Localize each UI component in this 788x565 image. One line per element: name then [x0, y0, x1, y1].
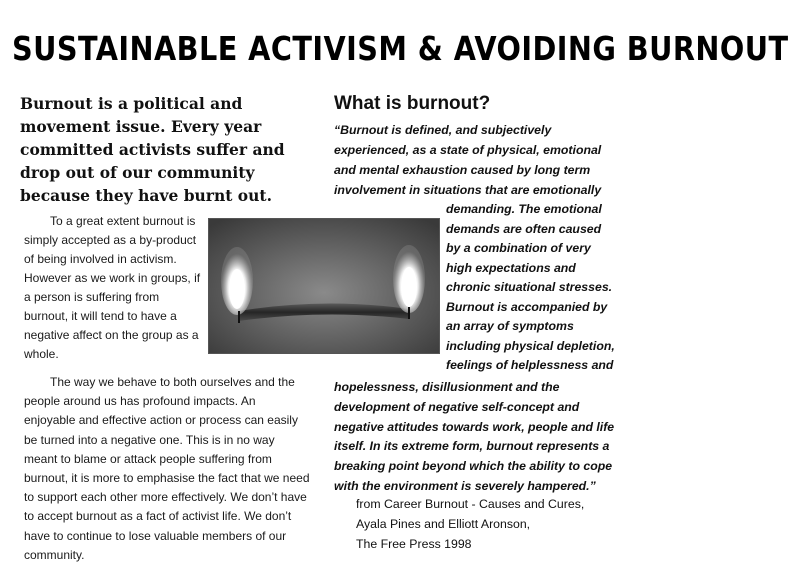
quote-line: negative attitudes towards work, people and life — [334, 419, 615, 434]
quote-line: demanding. The emotional — [446, 202, 602, 216]
page-title: SUSTAINABLE ACTIVISM & AVOIDING BURNOUT — [12, 29, 788, 68]
quote-line: high expectations and — [446, 260, 576, 275]
quote-line: Burnout is accompanied by — [446, 299, 608, 314]
citation-line: The Free Press 1998 — [356, 537, 472, 551]
citation-line: Ayala Pines and Elliott Aronson, — [356, 517, 531, 531]
quote-block-bottom — [334, 378, 639, 497]
body-paragraph-2: The way we behave to both ourselves and the people around us has profound impacts. An enjoyable and effective action or process can easily be turned into a negative one. This is in no way meant to blame or attack people suffering from burnout, it is more to emphasise the fact that we need to support each other more effectively. We don’t have to accept burnout as a fact of activist life. We don’t have to continue to lose valuable members of our community. — [24, 375, 310, 562]
quote-line: “Burnout is defined, and subjectively — [334, 123, 552, 137]
quote-line: feelings of helplessness and — [446, 358, 614, 372]
quote-line: and mental exhaustion caused by long term — [334, 163, 591, 177]
quote-line: experienced, as a state of physical, emotional — [334, 143, 602, 157]
quote-line: involvement in situations that are emotionally — [334, 183, 602, 197]
quote-line: an array of symptoms — [446, 319, 574, 333]
quote-line: demands are often caused — [446, 221, 602, 236]
quote-line: breaking point beyond which the ability to cope — [334, 459, 613, 474]
citation-line: from Career Burnout - Causes and Cures, — [356, 497, 585, 511]
citation — [356, 494, 584, 554]
quote-line: itself. In its extreme form, burnout represents a — [334, 439, 610, 454]
quote-line: with the environment is severely hampered.” — [334, 478, 596, 493]
lead-paragraph: Burnout is a political and movement issue. Every year committed activists suffer and drop out of our community because they have burnt out. — [20, 94, 285, 205]
candle-both-ends-icon — [209, 219, 439, 353]
quote-line: by a combination of very — [446, 241, 591, 255]
quote-line: development of negative self-concept and — [334, 399, 580, 414]
quote-block-top — [334, 120, 634, 200]
candle-photo — [208, 218, 440, 354]
quote-block-middle — [446, 200, 636, 376]
quote-line: including physical depletion, — [446, 338, 615, 353]
section-heading: What is burnout? — [334, 93, 491, 114]
body-paragraph-1: To a great extent burnout is simply accepted as a by-product of being involved in activism. However as we work in groups, if a person is suffering from burnout, it will tend to have a negative affect on the group as a whole. — [24, 214, 201, 361]
quote-line: chronic situational stresses. — [446, 280, 613, 294]
quote-line: hopelessness, disillusionment and the — [334, 380, 560, 394]
